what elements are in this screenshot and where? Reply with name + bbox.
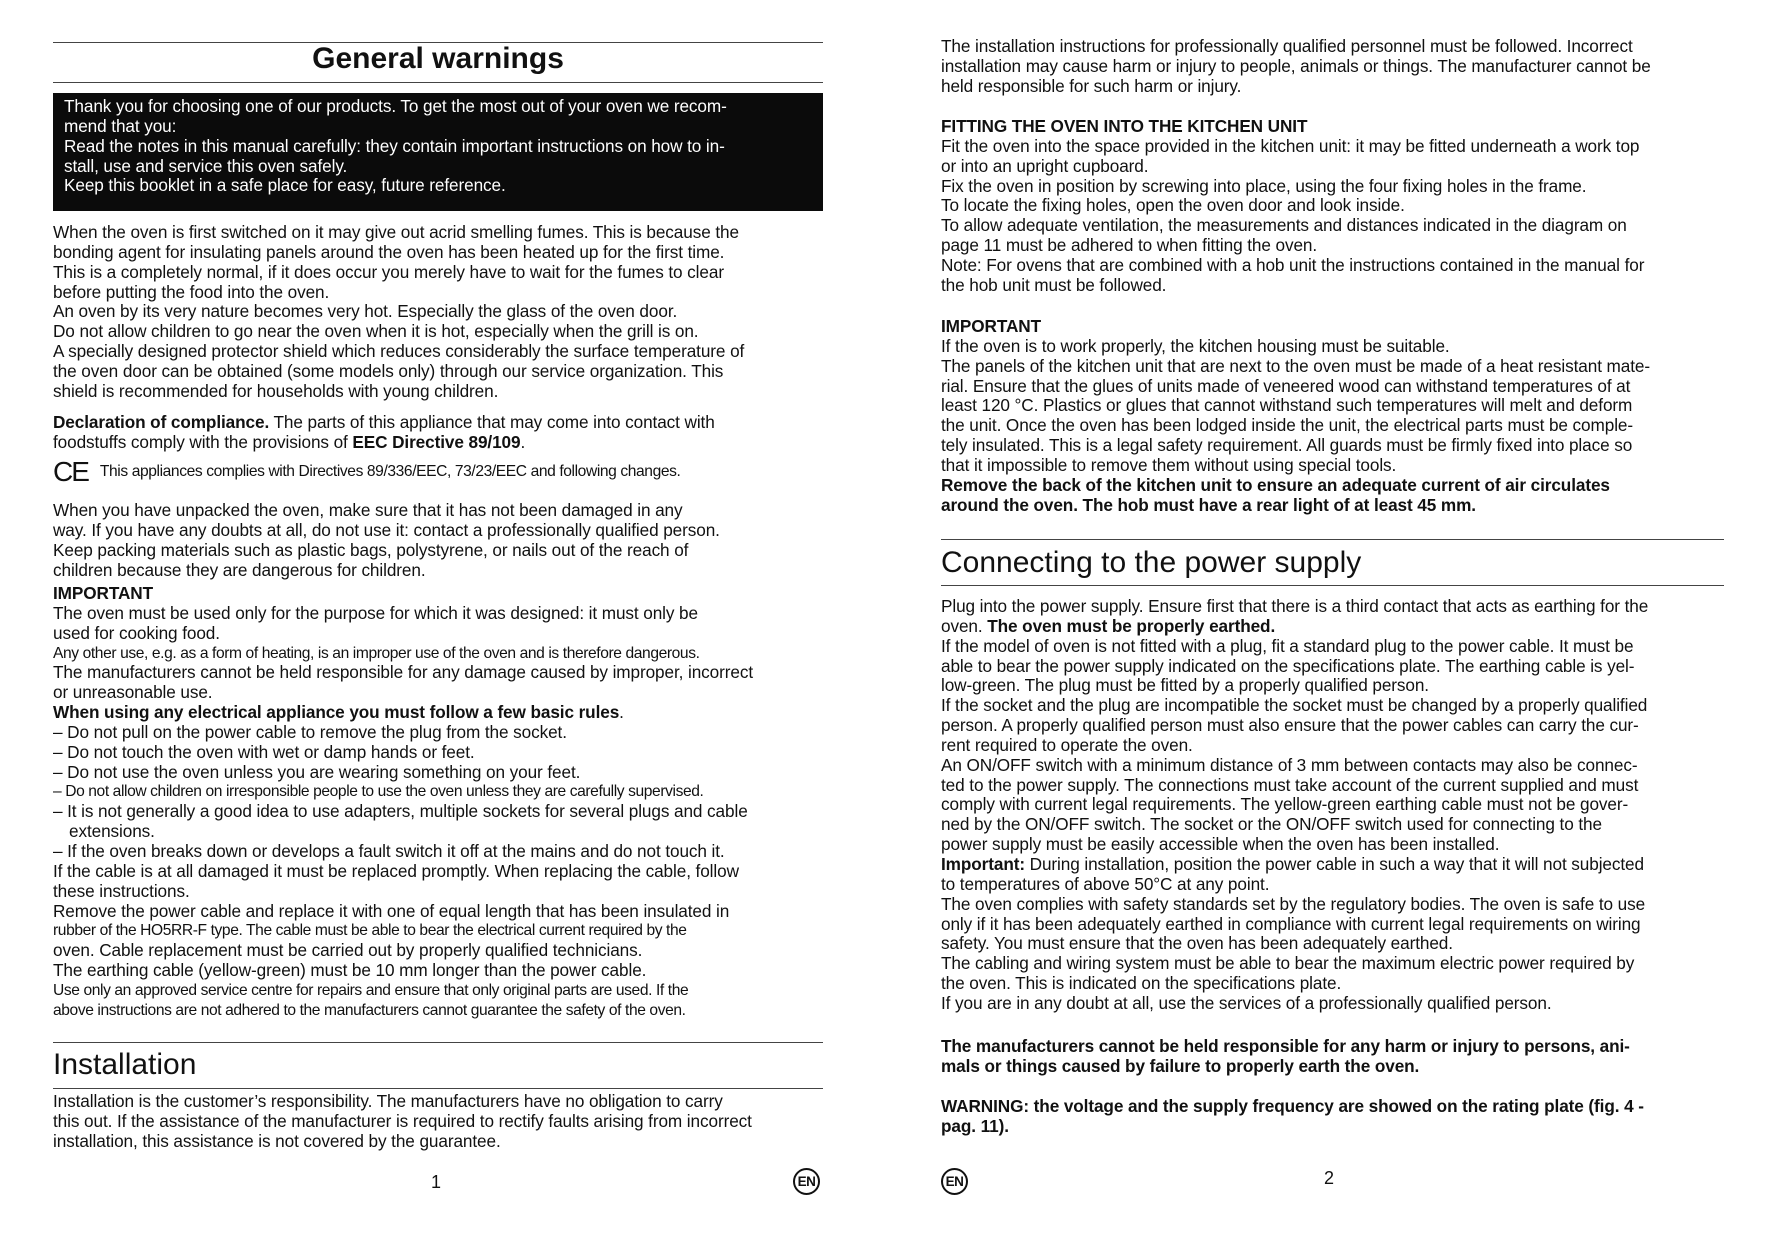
general-warnings-title: General warnings: [312, 42, 564, 75]
text-line: If the model of oven is not fitted with a plug, fit a standard plug to the power cable. It must be: [941, 635, 1634, 656]
text-line: The oven must be used only for the purpose for which it was designed: it must only be: [53, 602, 698, 623]
text-line: above instructions are not adhered to the manufacturers cannot guarantee the safety of the oven.: [53, 1001, 686, 1019]
text-line: Fit the oven into the space provided in the kitchen unit: it may be fitted underneath a work top: [941, 135, 1640, 156]
text-line: held responsible for such harm or injury.: [941, 75, 1242, 96]
text-line: the hob unit must be followed.: [941, 274, 1167, 295]
text-line: way. If you have any doubts at all, do not use it: contact a professionally qualified person.: [53, 519, 720, 540]
power-rule-bottom: [941, 585, 1724, 586]
text-line: Installation is the customer’s responsibility. The manufacturers have no obligation to carry: [53, 1091, 723, 1111]
bold-line: around the oven. The hob must have a rear light of at least 45 mm.: [941, 494, 1476, 515]
intro-line: Read the notes in this manual carefully: they contain important instructions on how to in-: [64, 135, 725, 156]
fitting-section: [941, 117, 1724, 296]
text-line: Do not allow children to go near the oven when it is hot, especially when the grill is on.: [53, 321, 699, 342]
list-item: – If the oven breaks down or develops a fault switch it off at the mains and do not touch it.: [53, 840, 725, 861]
text-line: A specially designed protector shield which reduces considerably the surface temperature of: [53, 341, 745, 362]
intro-line: stall, use and service this oven safely.: [64, 155, 348, 176]
important-label: Important:: [941, 853, 1025, 874]
text-line: An ON/OFF switch with a minimum distance of 3 mm between contacts may also be connec-: [941, 754, 1638, 775]
bold-line: The manufacturers cannot be held responsible for any harm or injury to persons, ani-: [941, 1036, 1630, 1056]
text-line: When the oven is first switched on it may give out acrid smelling fumes. This is because the: [53, 222, 739, 242]
text-line: The manufacturers cannot be held responsible for any damage caused by improper, incorrect: [53, 662, 754, 683]
text-line: shield is recommended for households with young children.: [53, 380, 499, 401]
important-heading: IMPORTANT: [941, 316, 1041, 336]
list-item: – Do not pull on the power cable to remove the plug from the socket.: [53, 721, 567, 742]
ce-text: This appliances complies with Directives 89/336/EEC, 73/23/EEC and following changes.: [99, 463, 681, 481]
compliance-text: foodstuffs comply with the provisions of: [53, 431, 353, 452]
text-line: able to bear the power supply indicated on the specifications plate. The earthing cable is yel-: [941, 655, 1635, 676]
text-line: before putting the food into the oven.: [53, 281, 330, 302]
rules-list: [53, 723, 823, 862]
text-line: Note: For ovens that are combined with a hob unit the instructions contained in the manual for: [941, 254, 1645, 275]
text-line: The cabling and wiring system must be able to bear the maximum electric power required by: [941, 953, 1635, 974]
intro-line: Keep this booklet in a safe place for easy, future reference.: [64, 175, 506, 196]
text-line: If the cable is at all damaged it must be replaced promptly. When replacing the cable, follow: [53, 860, 739, 881]
important-section: [53, 584, 823, 1021]
text-line: Any other use, e.g. as a form of heating, is an improper use of the oven and is therefore dangerous.: [53, 644, 700, 662]
text-line: rent required to operate the oven.: [941, 734, 1193, 755]
text-line: Use only an approved service centre for repairs and ensure that only original parts are used. If the: [53, 981, 689, 999]
installation-rule-bottom: [53, 1088, 823, 1089]
text-line: If you are in any doubt at all, use the services of a professionally qualified person.: [941, 992, 1552, 1013]
punctuation: .: [619, 702, 624, 723]
bold-line: pag. 11).: [941, 1115, 1009, 1136]
language-badge-icon: EN: [941, 1168, 968, 1195]
text-line: If the oven is to work properly, the kitchen housing must be suitable.: [941, 335, 1450, 356]
text-line: To locate the fixing holes, open the oven door and look inside.: [941, 195, 1405, 216]
text-line: comply with current legal requirements. The yellow-green earthing cable must not be gover-: [941, 794, 1629, 815]
text-line: To allow adequate ventilation, the measurements and distances indicated in the diagram on: [941, 215, 1627, 236]
text-line: Keep packing materials such as plastic bags, polystyrene, or nails out of the reach of: [53, 539, 689, 560]
punctuation: .: [520, 431, 526, 452]
text-line: the unit. Once the oven has been lodged inside the unit, the electrical parts must be comple-: [941, 415, 1633, 436]
text-line: ted to the power supply. The connections must take account of the current supplied and must: [941, 774, 1639, 795]
installation-instructions: [941, 37, 1724, 97]
text-line: Plug into the power supply. Ensure first that there is a third contact that acts as earthing for the: [941, 596, 1649, 616]
text-line: safety. You must ensure that the oven has been adequately earthed.: [941, 933, 1453, 954]
page-number: 2: [1324, 1168, 1335, 1188]
text-line: this out. If the assistance of the manufacturer is required to rectify faults arising from incorrect: [53, 1110, 752, 1131]
ce-statement: [53, 456, 823, 487]
bold-line: Remove the back of the kitchen unit to ensure an adequate current of air circulates: [941, 474, 1610, 495]
right-page: [941, 0, 1724, 1240]
important-housing-section: [941, 317, 1724, 515]
text-line: rubber of the HO5RR-F type. The cable must be able to bear the electrical current required by the: [53, 922, 687, 940]
text-fragment: oven.: [941, 615, 988, 636]
bold-line: WARNING: the voltage and the supply frequency are showed on the rating plate (fig. 4 -: [941, 1096, 1644, 1116]
text-line: The earthing cable (yellow-green) must be 10 mm longer than the power cable.: [53, 960, 647, 981]
text-line: to temperatures of above 50°C at any point.: [941, 873, 1270, 894]
directive-ref: EEC Directive 89/109: [352, 431, 521, 452]
text-line: that it impossible to remove them without using special tools.: [941, 454, 1397, 475]
text-line: Fix the oven in position by screwing into place, using the four fixing holes in the frame.: [941, 175, 1587, 196]
text-line: or unreasonable use.: [53, 682, 213, 703]
important-heading: IMPORTANT: [53, 583, 153, 603]
installation-rule-top: [53, 1042, 823, 1043]
text-line: power supply must be easily accessible when the oven has been installed.: [941, 834, 1500, 855]
list-item: – Do not allow children on irresponsible people to use the oven unless they are carefully supervised.: [53, 783, 704, 801]
fitting-heading: FITTING THE OVEN INTO THE KITCHEN UNIT: [941, 116, 1308, 136]
text-line: ned by the ON/OFF switch. The socket or the ON/OFF switch used for connecting to the: [941, 814, 1602, 835]
left-page: [53, 0, 823, 1240]
text-line: used for cooking food.: [53, 622, 220, 643]
text-line: tely insulated. This is a legal safety requirement. All guards must be firmly fixed into place so: [941, 435, 1633, 456]
list-item: – It is not generally a good idea to use adapters, multiple sockets for several plugs and cable: [53, 801, 748, 822]
text-line: page 11 must be adhered to when fitting the oven.: [941, 235, 1318, 256]
text-line: oven. Cable replacement must be carried out by properly qualified technicians.: [53, 940, 643, 961]
text-line: rial. Ensure that the glues of units made of veneered wood can withstand temperatures of at: [941, 375, 1631, 396]
power-section: [941, 597, 1724, 1014]
text-line: installation may cause harm or injury to people, animals or things. The manufacturer cannot be: [941, 55, 1651, 76]
bold-fragment: The oven must be properly earthed.: [987, 615, 1276, 636]
text-line: When you have unpacked the oven, make sure that it has not been damaged in any: [53, 500, 683, 520]
compliance-label: Declaration of compliance.: [53, 412, 270, 432]
text-line: The panels of the kitchen unit that are next to the oven must be made of a heat resistant mate-: [941, 355, 1650, 376]
text-line: If the socket and the plug are incompatible the socket must be changed by a properly qualified: [941, 695, 1648, 716]
text-line: only if it has been adequately earthed in compliance with current legal requirements on wiring: [941, 913, 1641, 934]
list-item: – Do not touch the oven with wet or damp hands or feet.: [53, 741, 475, 762]
list-item-continued: extensions.: [69, 821, 155, 842]
intro-box: [53, 93, 823, 211]
text-line: low-green. The plug must be fitted by a properly qualified person.: [941, 675, 1429, 696]
rules-heading: When using any electrical appliance you must follow a few basic rules: [53, 702, 620, 723]
text-line: This is a completely normal, if it does occur you merely have to wait for the fumes to clear: [53, 261, 724, 282]
text-line: The oven complies with safety standards set by the regulatory bodies. The oven is safe to use: [941, 893, 1646, 914]
text-line: bonding agent for insulating panels around the oven has been heated up for the first time.: [53, 241, 725, 262]
intro-line: mend that you:: [64, 115, 177, 136]
power-supply-title: Connecting to the power supply: [941, 546, 1362, 579]
text-line: these instructions.: [53, 880, 190, 901]
text-line: The installation instructions for professionally qualified personnel must be followed. Incorrect: [941, 36, 1633, 56]
text-line: An oven by its very nature becomes very hot. Especially the glass of the oven door.: [53, 301, 678, 322]
ce-mark-icon: CE: [53, 456, 88, 487]
text-line: the oven. This is indicated on the specifications plate.: [941, 973, 1342, 994]
text-line: Remove the power cable and replace it with one of equal length that has been insulated in: [53, 900, 730, 921]
installation-title: Installation: [53, 1048, 197, 1081]
text-line: person. A properly qualified person must also ensure that the power cables can carry the cur-: [941, 715, 1639, 736]
list-item: – Do not use the oven unless you are wearing something on your feet.: [53, 761, 581, 782]
voltage-warning: [941, 1097, 1724, 1137]
power-rule-top: [941, 539, 1724, 540]
text-line: or into an upright cupboard.: [941, 155, 1149, 176]
installation-paragraph: [53, 1092, 823, 1152]
title-rule-bottom: [53, 82, 823, 83]
text-line: installation, this assistance is not covered by the guarantee.: [53, 1130, 501, 1151]
compliance-text: The parts of this appliance that may come into contact with: [269, 412, 715, 432]
text-line: the oven door can be obtained (some models only) through our service organization. This: [53, 360, 724, 381]
page-number: 1: [431, 1172, 442, 1192]
text-line: children because they are dangerous for children.: [53, 559, 426, 580]
bold-line: mals or things caused by failure to properly earth the oven.: [941, 1055, 1420, 1076]
disclaimer: [941, 1037, 1724, 1077]
intro-line: Thank you for choosing one of our products. To get the most out of your oven we recom-: [64, 96, 727, 116]
language-badge-icon: EN: [793, 1168, 820, 1195]
fumes-paragraph: [53, 223, 823, 402]
compliance-paragraph: [53, 413, 823, 453]
text-fragment: During installation, position the power cable in such a way that it will not subjected: [1024, 853, 1644, 874]
unpack-paragraph: [53, 501, 823, 580]
text-line: least 120 °C. Plastics or glues that cannot withstand such temperatures will melt and deform: [941, 395, 1633, 416]
